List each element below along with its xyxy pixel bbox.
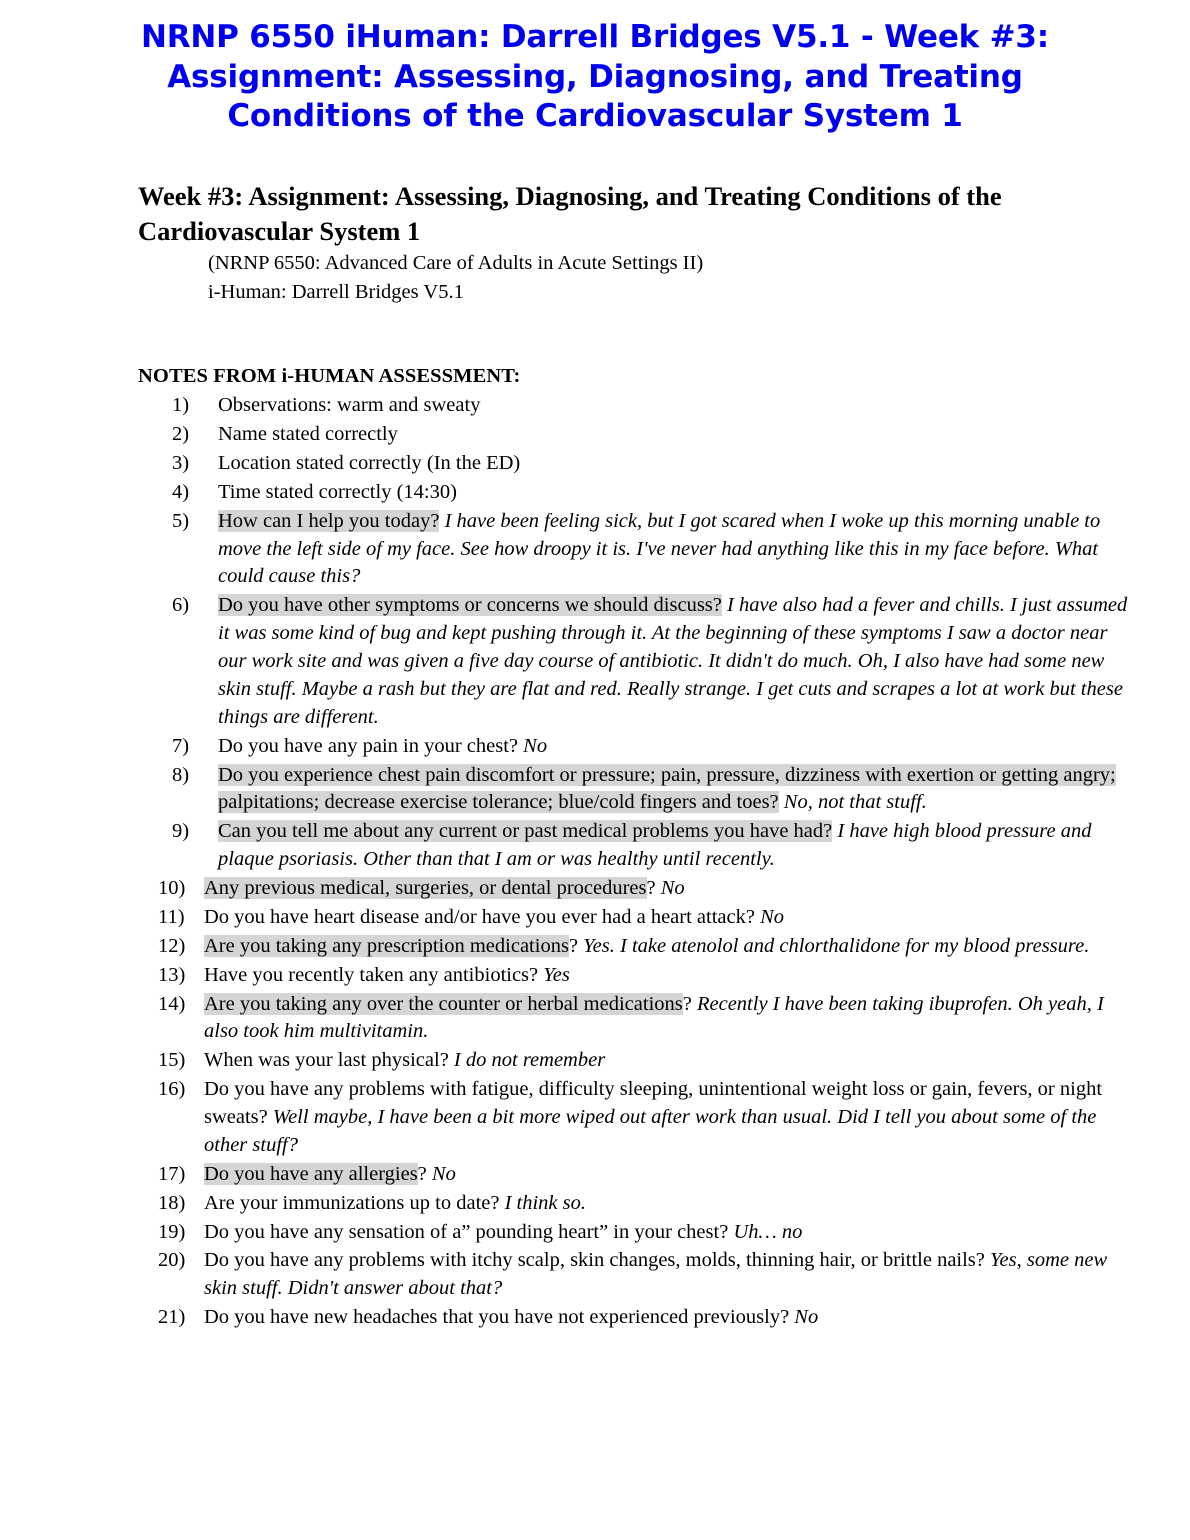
note-question: Do you have new headaches that you have not experienced previously? xyxy=(204,1306,795,1329)
note-number: 18) xyxy=(158,1191,186,1214)
note-question: Do you have any problems with fatigue, difficulty sleeping, unintentional weight loss or gain, fevers, or night sweats? xyxy=(204,1078,1103,1129)
note-item xyxy=(172,508,1130,592)
note-item xyxy=(158,904,1130,932)
note-number: 13) xyxy=(158,963,186,986)
note-item xyxy=(158,1076,1130,1160)
note-item xyxy=(158,1219,1130,1247)
page-bottom-spacer xyxy=(60,1333,1130,1453)
note-question: Do you have any allergies xyxy=(204,1162,418,1185)
notes-list xyxy=(60,392,1130,1332)
note-number: 16) xyxy=(158,1078,186,1101)
note-item xyxy=(172,479,1130,507)
note-item xyxy=(158,1247,1130,1303)
note-question: Have you recently taken any antibiotics? xyxy=(204,963,544,986)
note-question: Do you have any pain in your chest? xyxy=(218,734,524,757)
note-item xyxy=(172,592,1130,731)
note-question: Time stated correctly (14:30) xyxy=(218,480,457,503)
note-number: 3) xyxy=(172,451,190,474)
note-number: 15) xyxy=(158,1049,186,1072)
note-question: Location stated correctly (In the ED) xyxy=(218,451,521,474)
note-answer: Yes xyxy=(543,963,570,986)
note-answer: I have high blood pressure and plaque psoriasis. Other than that I am or was healthy until recently. xyxy=(218,820,1092,871)
note-item xyxy=(158,1161,1130,1189)
note-answer: Recently I have been taking ibuprofen. Oh yeah, I also took him multivitamin. xyxy=(204,992,1104,1043)
note-answer: I think so. xyxy=(504,1191,587,1214)
note-answer: No xyxy=(794,1306,819,1329)
note-answer: Yes. I take atenolol and chlorthalidone for my blood pressure. xyxy=(583,934,1090,957)
note-item xyxy=(172,733,1130,761)
note-question-tail: ? xyxy=(646,877,661,900)
note-number: 19) xyxy=(158,1220,186,1243)
note-question: Do you have any sensation of a” pounding heart” in your chest? xyxy=(204,1220,734,1243)
note-question: Are your immunizations up to date? xyxy=(204,1191,505,1214)
note-question: Can you tell me about any current or past medical problems you have had? xyxy=(218,820,833,843)
note-item xyxy=(172,762,1130,818)
note-question: Observations: warm and sweaty xyxy=(218,394,481,417)
note-number: 7) xyxy=(172,734,190,757)
notes-section-heading: NOTES FROM i-HUMAN ASSESSMENT: xyxy=(138,365,521,388)
page-title: NRNP 6550 iHuman: Darrell Bridges V5.1 - Week #3: Assignment: Assessing, Diagnosing, and Treating Conditions of the Cardiovascular System 1 xyxy=(141,19,1049,135)
note-number: 17) xyxy=(158,1162,186,1185)
note-answer: Uh… no xyxy=(733,1220,803,1243)
note-question: When was your last physical? xyxy=(204,1049,454,1072)
note-item xyxy=(172,392,1130,420)
note-question: Do you have any problems with itchy scalp, skin changes, molds, thinning hair, or brittle nails? xyxy=(204,1249,991,1272)
note-question: Do you experience chest pain discomfort or pressure; pain, pressure, dizziness with exertion or getting angry; palpitations; decrease exercise tolerance; blue/cold fingers and toes? xyxy=(218,763,1116,814)
note-answer: Well maybe, I have been a bit more wiped out after work than usual. Did I tell you about some of the other stuff? xyxy=(204,1106,1097,1156)
note-question: Are you taking any over the counter or herbal medications xyxy=(204,992,683,1015)
note-number: 9) xyxy=(172,820,190,843)
note-question: How can I help you today? xyxy=(218,509,440,532)
note-item xyxy=(172,818,1130,874)
note-number: 4) xyxy=(172,480,190,503)
note-question-tail: ? xyxy=(417,1162,432,1185)
note-item xyxy=(172,421,1130,449)
note-number: 11) xyxy=(158,905,185,928)
note-item xyxy=(172,450,1130,478)
note-answer: No xyxy=(760,905,785,928)
note-item xyxy=(158,991,1130,1047)
case-subtitle: i-Human: Darrell Bridges V5.1 xyxy=(208,281,464,304)
note-number: 2) xyxy=(172,423,190,446)
note-answer: I do not remember xyxy=(453,1049,606,1072)
note-item xyxy=(158,1190,1130,1218)
note-question: Are you taking any prescription medications xyxy=(204,934,569,957)
note-answer: No xyxy=(660,877,685,900)
note-number: 6) xyxy=(172,594,190,617)
note-question: Name stated correctly xyxy=(218,423,398,446)
note-answer: No xyxy=(523,734,548,757)
note-number: 8) xyxy=(172,763,190,786)
course-subtitle: (NRNP 6550: Advanced Care of Adults in Acute Settings II) xyxy=(208,251,704,274)
note-answer: Yes, some new skin stuff. Didn't answer about that? xyxy=(204,1249,1108,1300)
note-answer: I have been feeling sick, but I got scared when I woke up this morning unable to move the left side of my face. See how droopy it is. I've never had anything like this in my face before. What could cause this? xyxy=(218,509,1101,588)
assignment-heading: Week #3: Assignment: Assessing, Diagnosing, and Treating Conditions of the Cardiovascular System 1 xyxy=(138,181,1002,246)
note-number: 5) xyxy=(172,509,190,532)
note-question-tail: ? xyxy=(568,934,584,957)
note-number: 21) xyxy=(158,1306,186,1329)
note-question: Do you have heart disease and/or have you ever had a heart attack? xyxy=(204,905,761,928)
note-number: 10) xyxy=(158,877,186,900)
note-item xyxy=(158,962,1130,990)
note-number: 14) xyxy=(158,992,186,1015)
note-number: 12) xyxy=(158,934,186,957)
note-question-tail: ? xyxy=(682,992,697,1015)
note-number: 1) xyxy=(172,394,190,417)
note-question: Do you have other symptoms or concerns we should discuss? xyxy=(218,594,722,617)
note-item xyxy=(158,933,1130,961)
note-number: 20) xyxy=(158,1249,186,1272)
note-answer: No, not that stuff. xyxy=(778,791,927,814)
note-answer: I have also had a fever and chills. I just assumed it was some kind of bug and kept pushing through it. At the beginning of these symptoms I saw a doctor near our work site and was given a five day course of antibiotic. It didn't do much. Oh, I also have had some new skin stuff. Maybe a rash but they are flat and red. Really strange. I get cuts and scrapes a lot at work but these things are different. xyxy=(218,594,1128,728)
note-item xyxy=(158,875,1130,903)
note-question: Any previous medical, surgeries, or dental procedures xyxy=(204,877,647,900)
note-item xyxy=(158,1047,1130,1075)
note-item xyxy=(158,1304,1130,1332)
note-answer: No xyxy=(431,1162,456,1185)
